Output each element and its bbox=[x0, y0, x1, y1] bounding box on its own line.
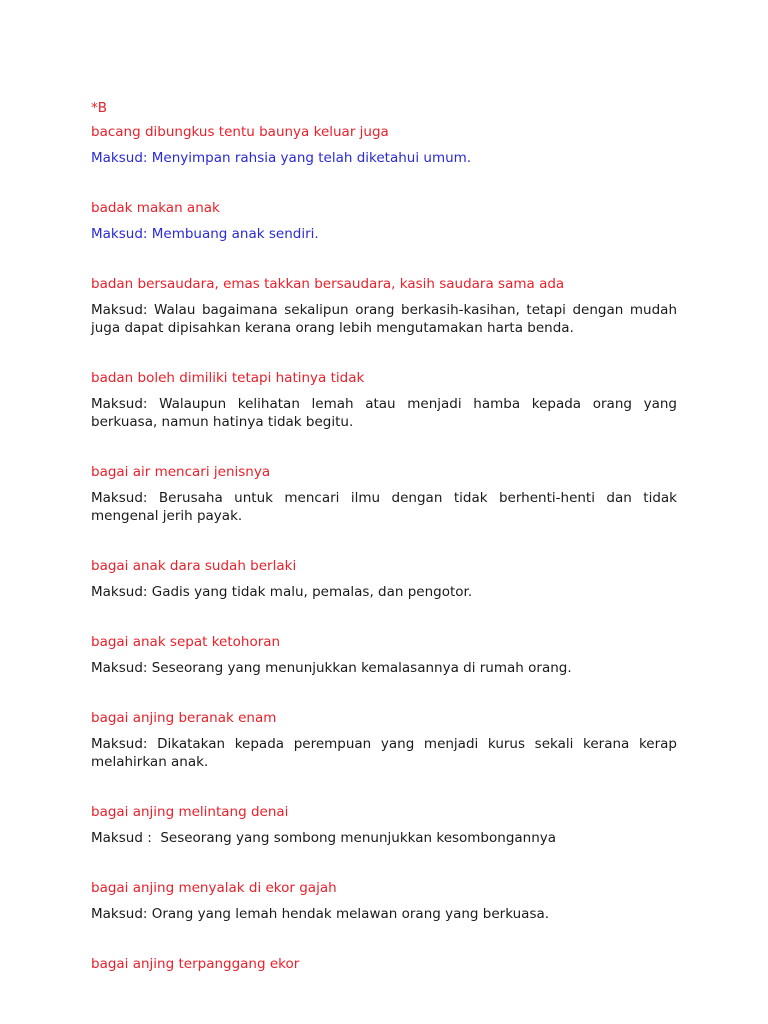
spacer bbox=[91, 431, 677, 463]
document-page bbox=[91, 99, 677, 973]
spacer bbox=[91, 337, 677, 369]
proverb-text: bagai air mencari jenisnya bbox=[91, 464, 271, 480]
meaning-text: Maksud: Walaupun kelihatan lemah atau menjadi hamba kepada orang yang berkuasa, namun hatinya tidak begitu. bbox=[91, 396, 677, 430]
spacer bbox=[91, 677, 677, 709]
spacer bbox=[91, 243, 677, 275]
spacer bbox=[91, 481, 677, 489]
section-heading: *B bbox=[91, 100, 108, 116]
entry bbox=[91, 709, 677, 771]
spacer bbox=[91, 821, 677, 829]
spacer bbox=[91, 217, 677, 225]
spacer bbox=[91, 293, 677, 301]
meaning-text: Maksud: Berusaha untuk mencari ilmu dengan tidak berhenti-henti dan tidak mengenal jerih payak. bbox=[91, 490, 677, 524]
proverb-text: bagai anjing terpanggang ekor bbox=[91, 956, 300, 972]
entry bbox=[91, 463, 677, 525]
spacer bbox=[91, 387, 677, 395]
spacer bbox=[91, 651, 677, 659]
proverb-text: bagai anjing beranak enam bbox=[91, 710, 277, 726]
entry bbox=[91, 369, 677, 431]
proverb-text: bagai anjing menyalak di ekor gajah bbox=[91, 880, 337, 896]
spacer bbox=[91, 167, 677, 199]
entry bbox=[91, 275, 677, 337]
meaning-text: Maksud: Membuang anak sendiri. bbox=[91, 226, 319, 242]
meaning-text: Maksud: Orang yang lemah hendak melawan orang yang berkuasa. bbox=[91, 906, 550, 922]
entry bbox=[91, 557, 677, 601]
spacer bbox=[91, 727, 677, 735]
meaning-text: Maksud: Walau bagaimana sekalipun orang berkasih-kasihan, tetapi dengan mudah juga dapat dipisahkan kerana orang lebih mengutamakan harta benda. bbox=[91, 302, 677, 336]
proverb-text: badak makan anak bbox=[91, 200, 220, 216]
proverb-text: bagai anak sepat ketohoran bbox=[91, 634, 281, 650]
meaning-text: Maksud: Menyimpan rahsia yang telah diketahui umum. bbox=[91, 150, 472, 166]
spacer bbox=[91, 897, 677, 905]
meaning-text: Maksud: Seseorang yang menunjukkan kemalasannya di rumah orang. bbox=[91, 660, 572, 676]
spacer bbox=[91, 601, 677, 633]
meaning-text: Maksud: Dikatakan kepada perempuan yang menjadi kurus sekali kerana kerap melahirkan anak. bbox=[91, 736, 677, 770]
proverb-text: badan bersaudara, emas takkan bersaudara, kasih saudara sama ada bbox=[91, 276, 565, 292]
entry bbox=[91, 803, 677, 847]
spacer bbox=[91, 847, 677, 879]
spacer bbox=[91, 141, 677, 149]
spacer bbox=[91, 525, 677, 557]
entry bbox=[91, 199, 677, 243]
spacer bbox=[91, 923, 677, 955]
proverb-text: badan boleh dimiliki tetapi hatinya tidak bbox=[91, 370, 365, 386]
spacer bbox=[91, 771, 677, 803]
spacer bbox=[91, 575, 677, 583]
entry bbox=[91, 123, 677, 167]
entry bbox=[91, 879, 677, 923]
proverb-text: bacang dibungkus tentu baunya keluar juga bbox=[91, 124, 389, 140]
meaning-text: Maksud: Gadis yang tidak malu, pemalas, dan pengotor. bbox=[91, 584, 473, 600]
meaning-text: Maksud : Seseorang yang sombong menunjukkan kesombongannya bbox=[91, 830, 557, 846]
proverb-text: bagai anjing melintang denai bbox=[91, 804, 289, 820]
entry bbox=[91, 955, 677, 973]
entry bbox=[91, 633, 677, 677]
proverb-text: bagai anak dara sudah berlaki bbox=[91, 558, 297, 574]
